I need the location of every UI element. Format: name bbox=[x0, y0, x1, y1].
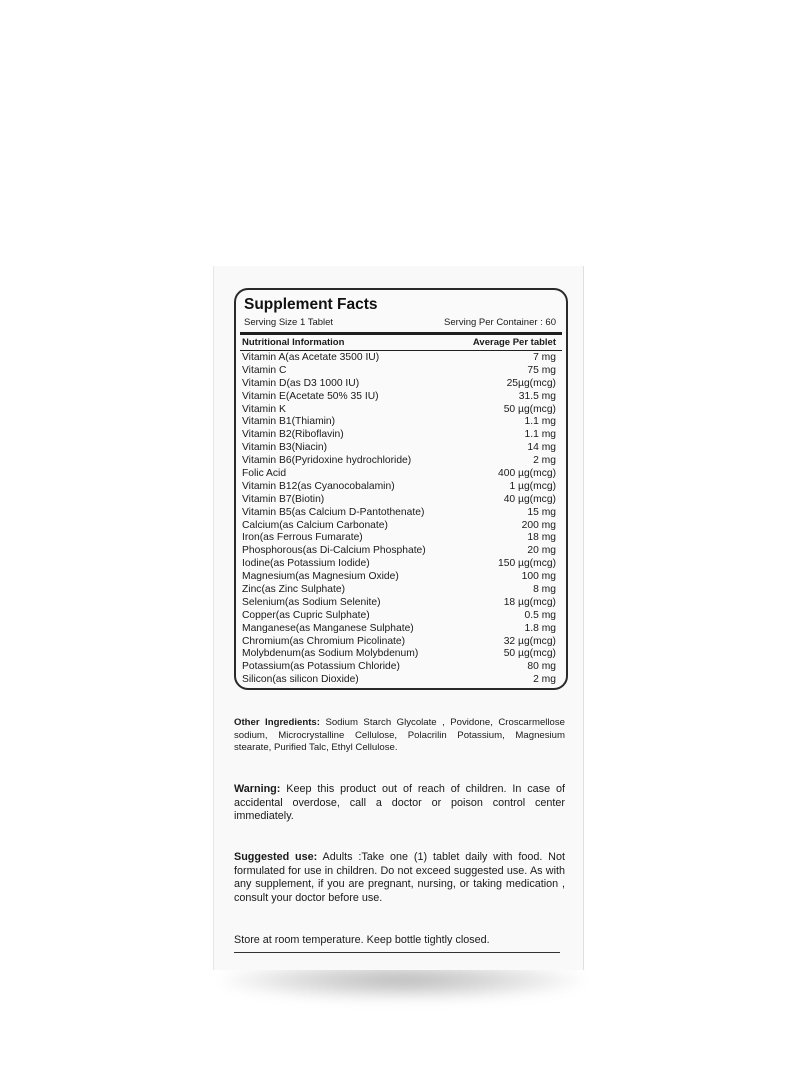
thick-divider bbox=[240, 332, 562, 335]
nutrient-name: Vitamin B3(Niacin) bbox=[242, 442, 328, 454]
warning-section bbox=[234, 783, 565, 824]
nutrient-amount: 14 mg bbox=[527, 442, 556, 454]
nutrient-name: Chromium(as Chromium Picolinate) bbox=[242, 635, 406, 647]
nutrient-name: Silicon(as silicon Dioxide) bbox=[242, 674, 359, 686]
facts-row bbox=[242, 520, 556, 533]
nutrient-name: Vitamin K bbox=[242, 403, 286, 415]
facts-row bbox=[242, 481, 556, 494]
suggested-use-text: Adults :Take one (1) tablet daily with food. Not formulated for use in children. Do not exceed suggested use. As with any supplement, if you are pregnant, nursing, or taking medication , consult your doctor before use. bbox=[234, 851, 565, 904]
facts-row bbox=[242, 455, 556, 468]
nutrient-amount: 75 mg bbox=[527, 364, 556, 376]
facts-row bbox=[242, 636, 556, 649]
facts-row bbox=[242, 352, 556, 365]
nutrient-amount: 200 mg bbox=[521, 519, 556, 531]
nutrient-amount: 8 mg bbox=[533, 584, 556, 596]
nutrient-amount: 50 µg(mcg) bbox=[503, 648, 556, 660]
nutrient-name: Molybdenum(as Sodium Molybdenum) bbox=[242, 648, 419, 660]
nutrient-name: Iron(as Ferrous Fumarate) bbox=[242, 532, 363, 544]
nutrient-name: Selenium(as Sodium Selenite) bbox=[242, 596, 381, 608]
supplement-facts-panel bbox=[234, 288, 568, 690]
nutrient-amount: 150 µg(mcg) bbox=[497, 558, 556, 570]
facts-row bbox=[242, 571, 556, 584]
ingredients-text: Sodium Starch Glycolate , Povidone, Croscarmellose sodium, Microcrystalline Cellulose, Polacrilin Potassium, Magnesium stearate, Purified Talc, Ethyl Cellulose. bbox=[234, 717, 566, 753]
nutrient-name: Vitamin C bbox=[242, 364, 287, 376]
nutrient-name: Vitamin B7(Biotin) bbox=[242, 493, 325, 505]
nutrient-amount: 1 µg(mcg) bbox=[509, 480, 556, 492]
storage-instructions: Store at room temperature. Keep bottle tightly closed. bbox=[234, 934, 490, 946]
nutrient-amount: 2 mg bbox=[533, 674, 556, 686]
facts-row bbox=[242, 468, 556, 481]
nutrient-name: Zinc(as Zinc Sulphate) bbox=[242, 584, 346, 596]
facts-row bbox=[242, 404, 556, 417]
ingredients-label: Other Ingredients: bbox=[234, 717, 320, 728]
nutrient-name: Magnesium(as Magnesium Oxide) bbox=[242, 571, 399, 583]
facts-row bbox=[242, 545, 556, 558]
facts-row bbox=[242, 365, 556, 378]
nutrient-name: Vitamin B12(as Cyanocobalamin) bbox=[242, 480, 395, 492]
facts-row bbox=[242, 507, 556, 520]
facts-title: Supplement Facts bbox=[244, 296, 378, 313]
nutrient-amount: 400 µg(mcg) bbox=[497, 468, 556, 480]
warning-label: Warning: bbox=[234, 783, 281, 795]
nutrient-name: Phosphorous(as Di-Calcium Phosphate) bbox=[242, 545, 426, 557]
nutrient-name: Vitamin D(as D3 1000 IU) bbox=[242, 377, 360, 389]
facts-row bbox=[242, 378, 556, 391]
nutrient-amount: 1.1 mg bbox=[524, 416, 556, 428]
nutrient-name: Iodine(as Potassium Iodide) bbox=[242, 558, 370, 570]
facts-row bbox=[242, 532, 556, 545]
nutrient-amount: 0.5 mg bbox=[524, 609, 556, 621]
facts-row bbox=[242, 661, 556, 674]
nutrient-amount: 40 µg(mcg) bbox=[503, 493, 556, 505]
facts-row bbox=[242, 416, 556, 429]
facts-row bbox=[242, 558, 556, 571]
nutrient-name: Calcium(as Calcium Carbonate) bbox=[242, 519, 388, 531]
nutrient-name: Potassium(as Potassium Chloride) bbox=[242, 661, 400, 673]
facts-row bbox=[242, 610, 556, 623]
serving-size: Serving Size 1 Tablet bbox=[244, 317, 334, 328]
nutrient-amount: 15 mg bbox=[527, 506, 556, 518]
nutrient-name: Copper(as Cupric Sulphate) bbox=[242, 609, 370, 621]
nutrient-amount: 1.1 mg bbox=[524, 429, 556, 441]
nutrient-name: Vitamin B6(Pyridoxine hydrochloride) bbox=[242, 455, 412, 467]
nutrient-name: Manganese(as Manganese Sulphate) bbox=[242, 622, 414, 634]
column-header-amount: Average Per tablet bbox=[472, 337, 556, 348]
nutrient-name: Folic Acid bbox=[242, 468, 287, 480]
nutrient-amount: 50 µg(mcg) bbox=[503, 403, 556, 415]
facts-row bbox=[242, 623, 556, 636]
thin-divider bbox=[240, 350, 562, 351]
facts-row bbox=[242, 648, 556, 661]
facts-row bbox=[242, 584, 556, 597]
nutrient-name: Vitamin A(as Acetate 3500 IU) bbox=[242, 352, 380, 363]
nutrient-amount: 18 µg(mcg) bbox=[503, 596, 556, 608]
nutrient-amount: 80 mg bbox=[527, 661, 556, 673]
nutrient-amount: 1.8 mg bbox=[524, 622, 556, 634]
nutrient-amount: 25µg(mcg) bbox=[506, 377, 556, 389]
nutrient-amount: 2 mg bbox=[533, 455, 556, 467]
nutrient-amount: 31.5 mg bbox=[518, 390, 556, 402]
nutrient-name: Vitamin B5(as Calcium D-Pantothenate) bbox=[242, 506, 425, 518]
facts-row bbox=[242, 391, 556, 404]
nutrient-name: Vitamin E(Acetate 50% 35 IU) bbox=[242, 390, 379, 402]
facts-row bbox=[242, 494, 556, 507]
suggested-use-label: Suggested use: bbox=[234, 851, 318, 863]
facts-row bbox=[242, 429, 556, 442]
nutrient-amount: 7 mg bbox=[533, 352, 556, 363]
bottom-divider bbox=[234, 952, 560, 953]
nutrient-amount: 100 mg bbox=[521, 571, 556, 583]
servings-per-container: Serving Per Container : 60 bbox=[444, 317, 556, 328]
facts-row bbox=[242, 674, 556, 687]
nutrient-name: Vitamin B1(Thiamin) bbox=[242, 416, 336, 428]
other-ingredients bbox=[234, 717, 565, 755]
serving-info bbox=[244, 317, 556, 328]
nutrient-amount: 18 mg bbox=[527, 532, 556, 544]
column-header-nutrient: Nutritional Information bbox=[242, 337, 345, 348]
suggested-use-section bbox=[234, 851, 565, 905]
facts-rows bbox=[242, 352, 556, 687]
facts-row bbox=[242, 597, 556, 610]
table-header bbox=[242, 337, 556, 348]
nutrient-amount: 32 µg(mcg) bbox=[503, 635, 556, 647]
nutrient-name: Vitamin B2(Riboflavin) bbox=[242, 429, 344, 441]
facts-row bbox=[242, 442, 556, 455]
nutrient-amount: 20 mg bbox=[527, 545, 556, 557]
warning-text: Keep this product out of reach of children. In case of accidental overdose, call a doctor or poison control center immediately. bbox=[234, 783, 565, 823]
